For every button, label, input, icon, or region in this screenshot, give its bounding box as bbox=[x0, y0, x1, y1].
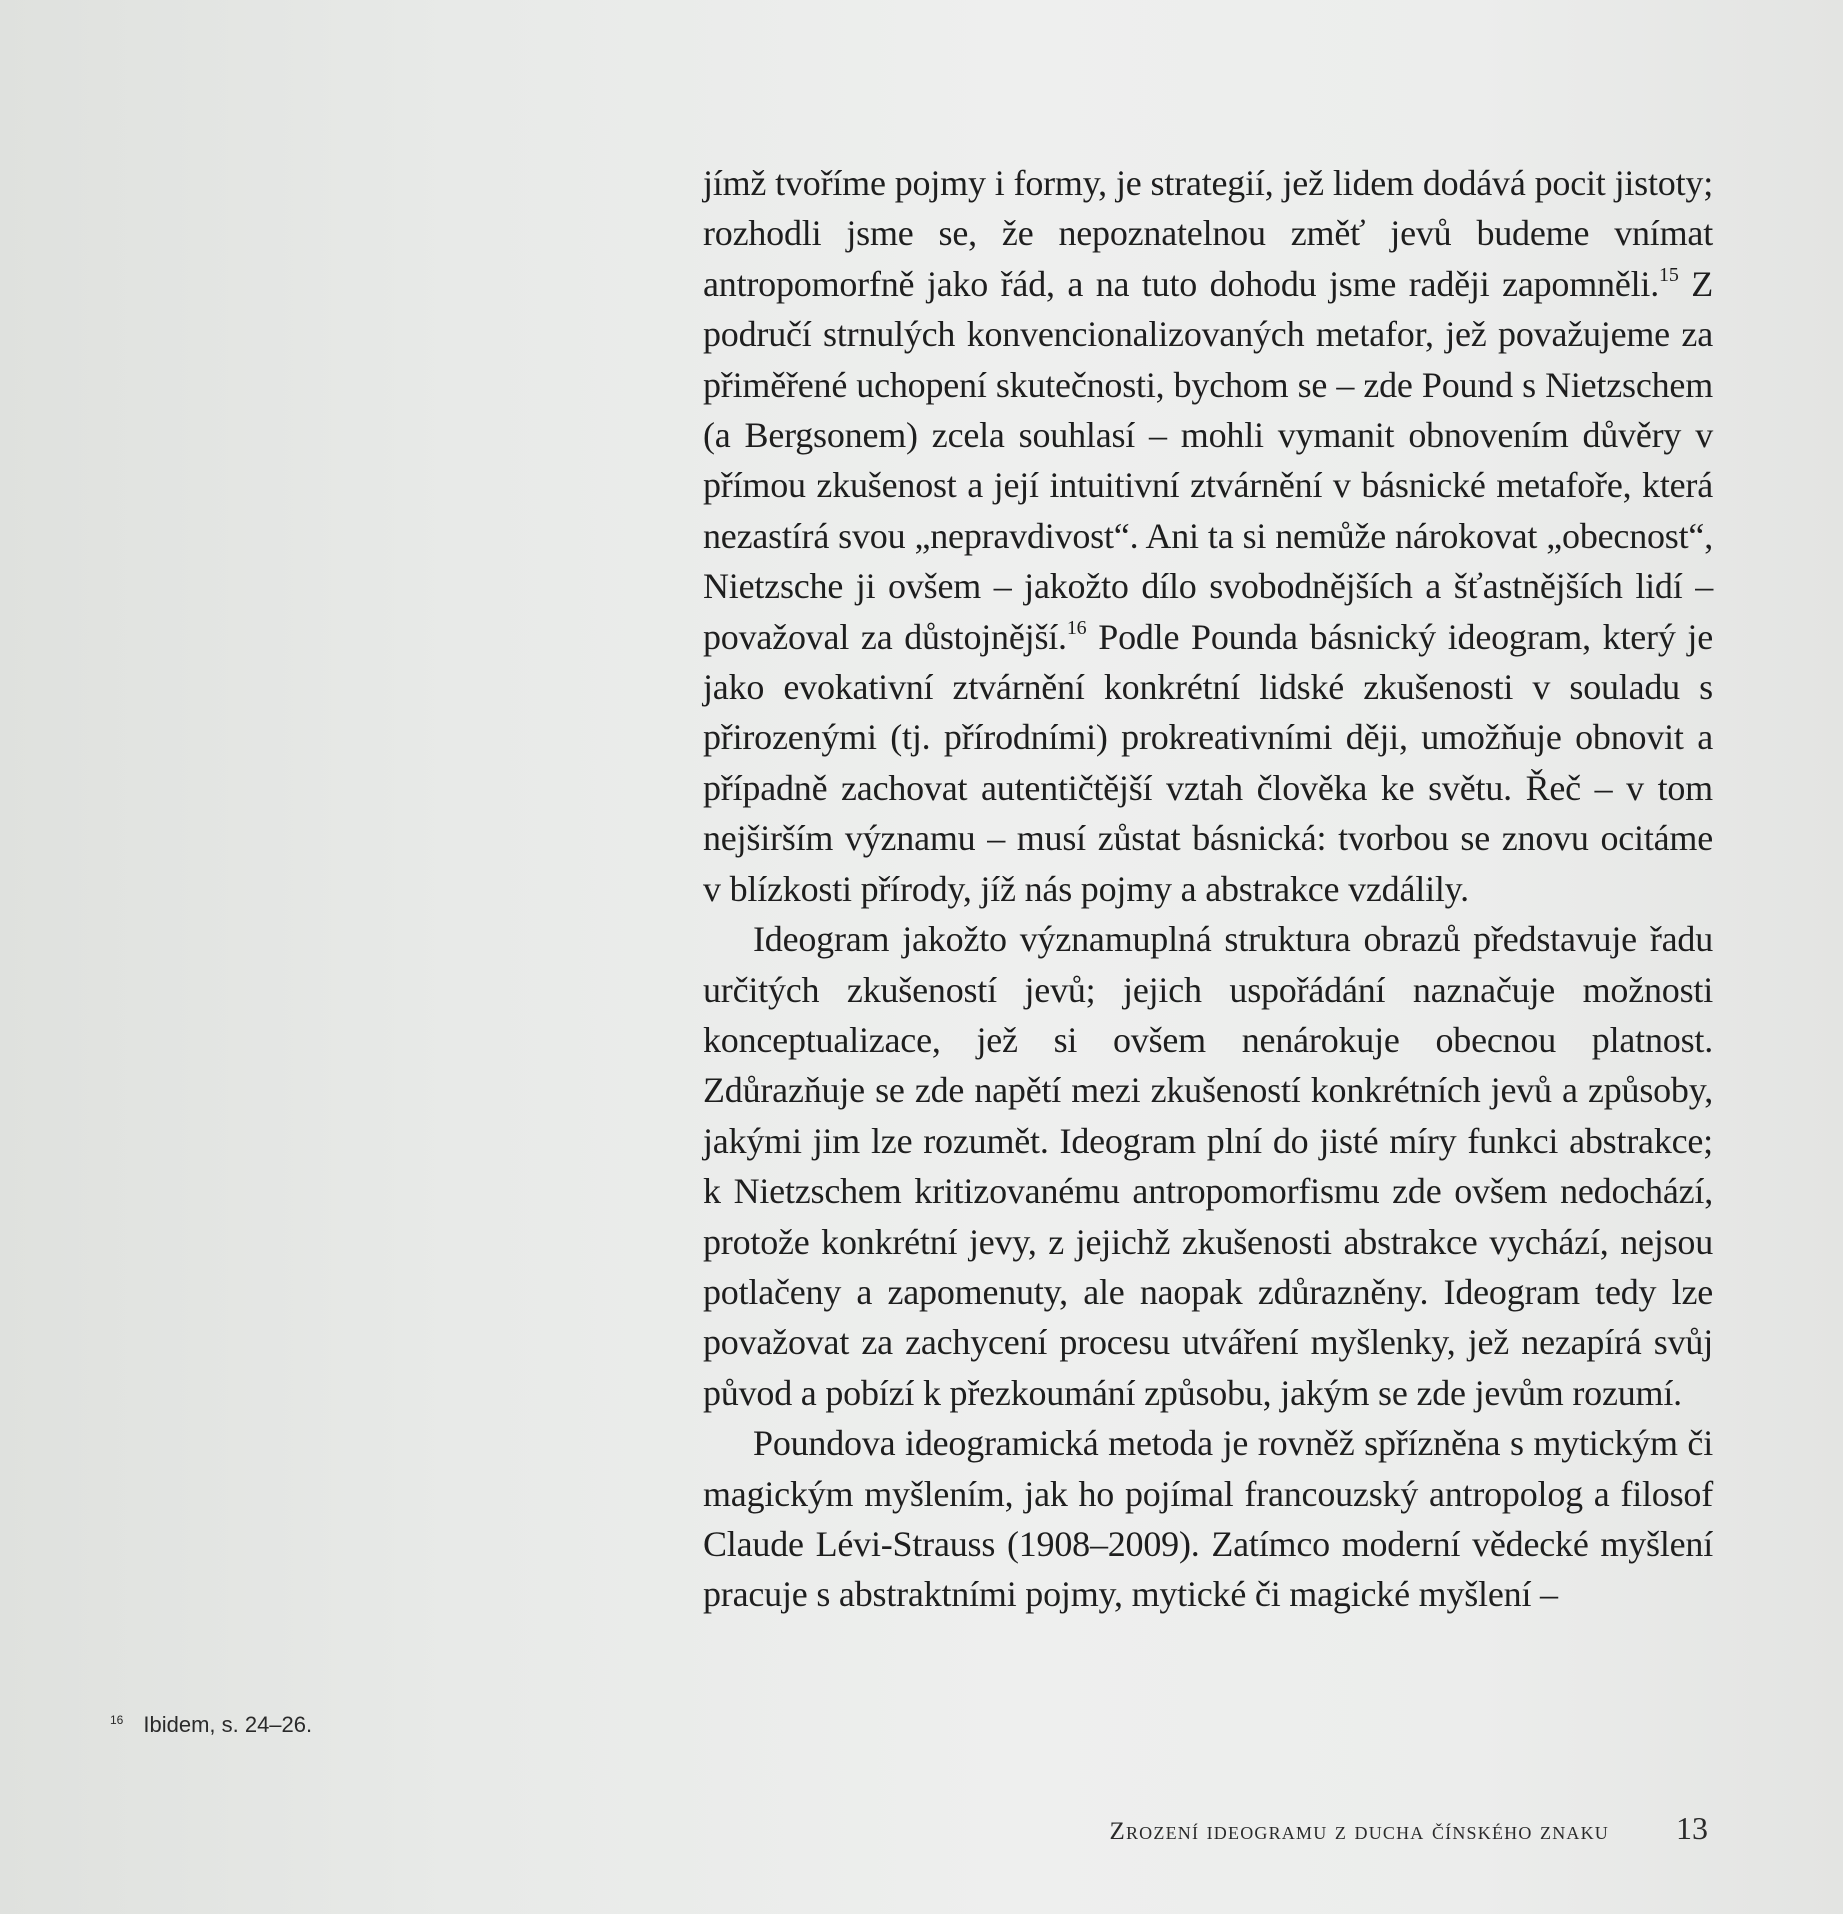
paragraph-3: Poundova ideogramická metoda je rovněž spřízněna s mytickým či magickým myšlením, jak ho pojímal francouzský antropolog a filosof Claude Lévi-Strauss (1908–2009). Zatímco moderní vědecké myšlení pracuje s abstraktními pojmy, mytické či magické myšlení – bbox=[703, 1423, 1713, 1615]
paragraph-1 bbox=[703, 158, 1713, 914]
paragraph-1-text-b: Z područí strnulých konvencionalizovaných metafor, jež považujeme za přiměřené uchopení skutečnosti, bychom se – zde Pound s Nietzschem (a Bergsonem) zcela souhlasí – mohli vymanit obnovením důvěry v přímou zkušenost a její intuitivní ztvárnění v básnické metafoře, která nezastírá svou „nepravdivost“. Ani ta si nemůže nárokovat „obecnost“, Nietzsche ji ovšem – jakožto dílo svobodnějších a šťastnějších lidí – považoval za důstojnější. bbox=[703, 263, 1713, 657]
body-text bbox=[703, 158, 1713, 1620]
footnote bbox=[110, 1712, 312, 1738]
paragraph-1-text-a: jímž tvoříme pojmy i formy, je strategií, jež lidem dodává pocit jistoty; rozhodli jsme se, že nepoznatelnou změť jevů budeme vnímat antropomorfně jako řád, a na tuto dohodu jsme raději zapomněli. bbox=[703, 163, 1713, 304]
paragraph-1-text-c: Podle Pounda básnický ideogram, který je jako evokativní ztvárnění konkrétní lidské zkušenosti v souladu s přirozenými (tj. přírodními) prokreativními ději, umožňuje obnovit a případně zachovat autentičtější vztah člověka ke světu. Řeč – v tom nejširším významu – musí zůstat básnická: tvorbou se znovu ocitáme v blízkosti přírody, jíž nás pojmy a abstrakce vzdálily. bbox=[703, 616, 1713, 909]
footnote-number: 16 bbox=[110, 1713, 124, 1727]
footnote-text: Ibidem, s. 24–26. bbox=[143, 1712, 313, 1737]
footnote-ref-15: 15 bbox=[1659, 263, 1679, 286]
paragraph-2: Ideogram jakožto významuplná struktura obrazů představuje řadu určitých zkušeností jevů; jejich uspořádání naznačuje možnosti konceptualizace, jež si ovšem nenárokuje obecnou platnost. Zdůrazňuje se zde napětí mezi zkušeností konkrétních jevů a způsoby, jakými jim lze rozumět. Ideogram plní do jisté míry funkci abstrakce; k Nietzschem kritizovanému antropomorfismu zde ovšem nedochází, protože konkrétní jevy, z jejichž zkušenosti abstrakce vychází, nejsou potlačeny a zapomenuty, ale naopak zdůrazněny. Ideogram tedy lze považovat za zachycení procesu utváření myšlenky, jež nezapírá svůj původ a pobízí k přezkoumání způsobu, jakým se zde jevům rozumí. bbox=[703, 919, 1713, 1413]
running-head: Zrození ideogramu z ducha čínského znaku bbox=[1109, 1818, 1609, 1845]
page-number: 13 bbox=[1676, 1810, 1708, 1846]
footnote-ref-16: 16 bbox=[1066, 616, 1087, 639]
